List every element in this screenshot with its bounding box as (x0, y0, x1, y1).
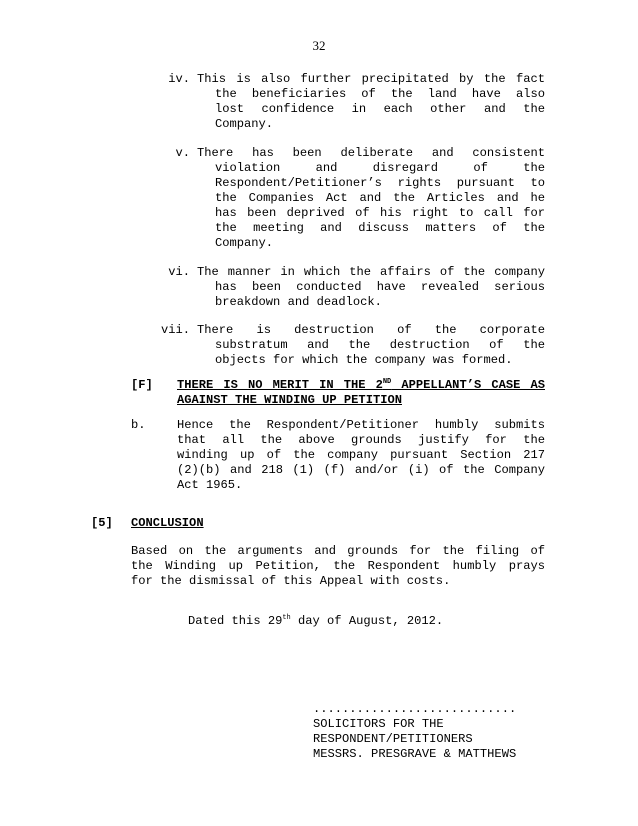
ground-line: There is destruction of the corporate (197, 323, 545, 337)
paragraph-line: that all the above grounds justify for the (177, 433, 545, 447)
ground-line: substratum and the destruction of the (215, 338, 545, 352)
ground-line: breakdown and deadlock. (215, 295, 382, 309)
section-heading: AGAINST THE WINDING UP PETITION (177, 393, 402, 407)
ground-line: This is also further precipitated by the fact (197, 72, 545, 86)
ground-line: The manner in which the affairs of the company (197, 265, 545, 279)
ground-line: the Companies Act and the Articles and he (215, 191, 545, 205)
ground-number: iv. (168, 72, 190, 86)
conclusion-line: the Winding up Petition, the Respondent humbly prays (131, 559, 545, 573)
section-label: [5] (91, 516, 113, 530)
section-label: [F] (131, 378, 153, 392)
ground-line: has been conducted have revealed serious (215, 280, 545, 294)
signatory-line: RESPONDENT/PETITIONERS (313, 732, 473, 746)
ground-line: violation and disregard of the (215, 161, 545, 175)
dated-line: Dated this 29th day of August, 2012. (188, 613, 444, 628)
section-heading: THERE IS NO MERIT IN THE 2ND APPELLANT’S CASE AS (177, 377, 545, 392)
signatory-line: SOLICITORS FOR THE (313, 717, 444, 731)
conclusion-line: Based on the arguments and grounds for the filing of (131, 544, 545, 558)
paragraph-line: Hence the Respondent/Petitioner humbly submits (177, 418, 545, 432)
ground-line: Respondent/Petitioner’s rights pursuant to (215, 176, 545, 190)
paragraph-line: winding up of the company pursuant Section 217 (177, 448, 545, 462)
conclusion-heading: CONCLUSION (131, 516, 204, 530)
ground-line: objects for which the company was formed. (215, 353, 513, 367)
page-number: 32 (312, 38, 326, 53)
paragraph-line: Act 1965. (177, 478, 243, 492)
ground-line: Company. (215, 236, 274, 250)
signatory-line: MESSRS. PRESGRAVE & MATTHEWS (313, 747, 517, 761)
conclusion-line: for the dismissal of this Appeal with costs. (131, 574, 451, 588)
ground-line: the meeting and discuss matters of the (215, 221, 545, 235)
ground-line: There has been deliberate and consistent (197, 146, 545, 160)
ground-line: lost confidence in each other and the (215, 102, 545, 116)
ground-number: vi. (168, 265, 190, 279)
ground-line: has been deprived of his right to call for (215, 206, 545, 220)
signature-line: ............................ (313, 702, 517, 716)
ground-line: the beneficiaries of the land have also (215, 87, 545, 101)
paragraph-label: b. (131, 418, 146, 432)
paragraph-line: (2)(b) and 218 (1) (f) and/or (i) of the Company (177, 463, 545, 477)
ground-line: Company. (215, 117, 274, 131)
ground-number: vii. (160, 323, 190, 337)
ground-number: v. (175, 146, 190, 160)
